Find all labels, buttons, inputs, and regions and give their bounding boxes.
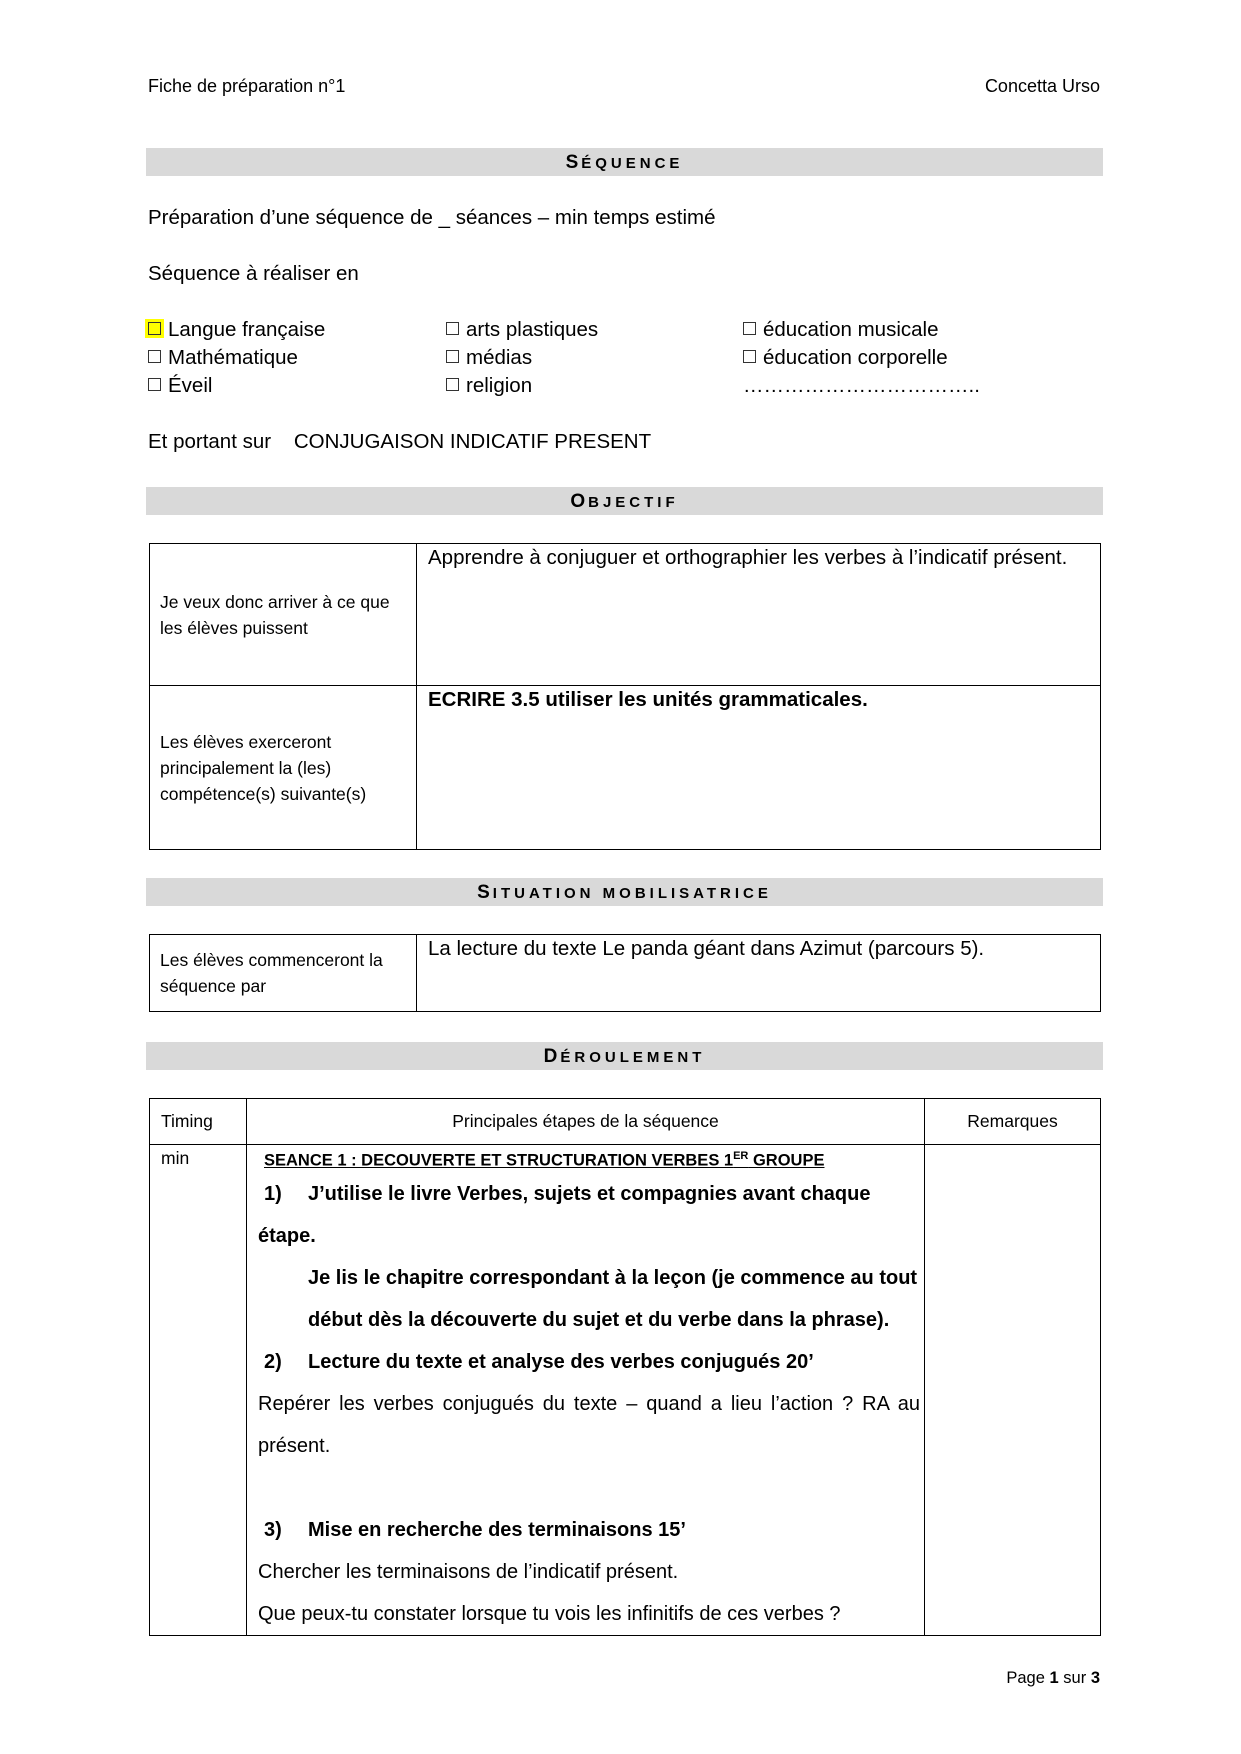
step-2 xyxy=(258,1341,920,1383)
band-rest: ÉROULEMENT xyxy=(560,1049,706,1066)
section-band-situation xyxy=(146,878,1103,906)
band-rest: BJECTIF xyxy=(588,494,679,511)
step-number: 3) xyxy=(264,1518,282,1541)
footer-page-label: Page xyxy=(1006,1669,1045,1687)
checkbox-medias[interactable] xyxy=(446,346,532,370)
remarques-cell xyxy=(925,1145,1101,1636)
portant-line xyxy=(148,430,651,454)
checkbox-icon xyxy=(743,322,756,335)
col-header-remarques: Remarques xyxy=(925,1099,1101,1145)
footer-of-label: sur xyxy=(1063,1669,1087,1687)
step-3-text-1: Chercher les terminaisons de l’indicatif présent. xyxy=(258,1560,679,1583)
page-footer xyxy=(1006,1669,1100,1688)
competence-value: ECRIRE 3.5 utiliser les unités grammaticales. xyxy=(417,686,1101,850)
checkbox-label: Mathématique xyxy=(168,346,298,369)
col-header-etapes: Principales étapes de la séquence xyxy=(247,1099,925,1145)
checkbox-label: médias xyxy=(466,346,533,369)
checkbox-label: Langue française xyxy=(168,318,326,341)
step-number: 1) xyxy=(264,1182,282,1205)
checkbox-icon xyxy=(446,322,459,335)
step-1-line-2: Je lis le chapitre correspondant à la leçon (je commence au tout xyxy=(308,1266,918,1289)
competence-label: Les élèves exerceront principalement la (les) compétence(s) suivante(s) xyxy=(150,686,417,850)
band-cap: D xyxy=(543,1046,561,1067)
deroulement-table xyxy=(149,1098,1101,1636)
checkbox-eveil[interactable] xyxy=(148,374,212,398)
seance-title xyxy=(264,1150,920,1171)
checkbox-icon xyxy=(446,350,459,363)
situation-row xyxy=(150,935,1101,1012)
checkbox-education-corporelle[interactable] xyxy=(743,346,948,370)
band-rest: ÉQUENCE xyxy=(581,155,684,172)
timing-cell: min xyxy=(150,1145,247,1636)
step-2-title: Lecture du texte et analyse des verbes conjugués 20’ xyxy=(308,1350,814,1373)
step-3 xyxy=(258,1509,920,1551)
step-number: 2) xyxy=(264,1350,282,1373)
step-3-title: Mise en recherche des terminaisons 15’ xyxy=(308,1518,686,1541)
checkbox-label: arts plastiques xyxy=(466,318,599,341)
situation-table xyxy=(149,934,1101,1012)
checkbox-icon xyxy=(446,378,459,391)
checkbox-label: éducation musicale xyxy=(763,318,939,341)
seance-title-sup: ER xyxy=(733,1150,749,1162)
col-header-timing: Timing xyxy=(150,1099,247,1145)
footer-page-number: 1 xyxy=(1049,1669,1059,1687)
step-3-text-2: Que peux-tu constater lorsque tu vois les infinitifs de ces verbes ? xyxy=(258,1602,841,1625)
objectif-label: Je veux donc arriver à ce que les élèves puissent xyxy=(150,544,417,686)
band-cap: O xyxy=(570,491,589,512)
checkbox-education-musicale[interactable] xyxy=(743,318,939,342)
footer-page-total: 3 xyxy=(1090,1669,1100,1687)
step-1 xyxy=(258,1173,920,1257)
section-band-sequence xyxy=(146,148,1103,176)
step-1-line-1: J’utilise le livre Verbes, sujets et compagnies avant chaque étape. xyxy=(258,1182,871,1247)
deroulement-header-row xyxy=(150,1099,1101,1145)
checkbox-mathematique[interactable] xyxy=(148,346,298,370)
competence-row xyxy=(150,686,1101,850)
seance-title-end: GROUPE xyxy=(748,1151,825,1170)
objectif-row xyxy=(150,544,1101,686)
band-cap: S xyxy=(477,882,493,903)
checkbox-label: éducation corporelle xyxy=(763,346,948,369)
band-rest: ITUATION MOBILISATRICE xyxy=(492,885,772,902)
section-band-objectif xyxy=(146,487,1103,515)
step-1-line-3: début dès la découverte du sujet et du verbe dans la phrase). xyxy=(308,1308,890,1331)
checkbox-label: religion xyxy=(466,374,533,397)
situation-value: La lecture du texte Le panda géant dans Azimut (parcours 5). xyxy=(417,935,1101,1012)
etapes-cell xyxy=(247,1145,925,1636)
deroulement-row xyxy=(150,1145,1101,1636)
other-discipline-field[interactable]: …………………………….. xyxy=(743,374,980,397)
objectif-value: Apprendre à conjuguer et orthographier les verbes à l’indicatif présent. xyxy=(417,544,1101,686)
step-2-text: Repérer les verbes conjugués du texte – quand a lieu l’action ? RA au présent. xyxy=(258,1392,920,1457)
band-cap: S xyxy=(565,152,582,173)
checkbox-icon xyxy=(148,350,161,363)
portant-value: CONJUGAISON INDICATIF PRESENT xyxy=(293,430,652,453)
situation-label: Les élèves commenceront la séquence par xyxy=(150,935,417,1012)
header-right: Concetta Urso xyxy=(984,76,1100,96)
portant-label: Et portant sur xyxy=(148,430,272,453)
checkbox-label: Éveil xyxy=(168,374,213,397)
checkbox-arts-plastiques[interactable] xyxy=(446,318,598,342)
objectif-table xyxy=(149,543,1101,850)
checkbox-langue-francaise[interactable] xyxy=(148,318,325,342)
seance-title-text: SEANCE 1 : DECOUVERTE ET STRUCTURATION VERBES 1 xyxy=(264,1151,734,1170)
checkbox-religion[interactable] xyxy=(446,374,532,398)
preparation-line: Préparation d’une séquence de _ séances – min temps estimé xyxy=(148,206,716,229)
checkbox-icon xyxy=(148,322,161,335)
section-band-deroulement xyxy=(146,1042,1103,1070)
checkbox-icon xyxy=(743,350,756,363)
checkbox-icon xyxy=(148,378,161,391)
header-left: Fiche de préparation n°1 xyxy=(148,76,346,96)
realiser-line: Séquence à réaliser en xyxy=(148,262,359,285)
